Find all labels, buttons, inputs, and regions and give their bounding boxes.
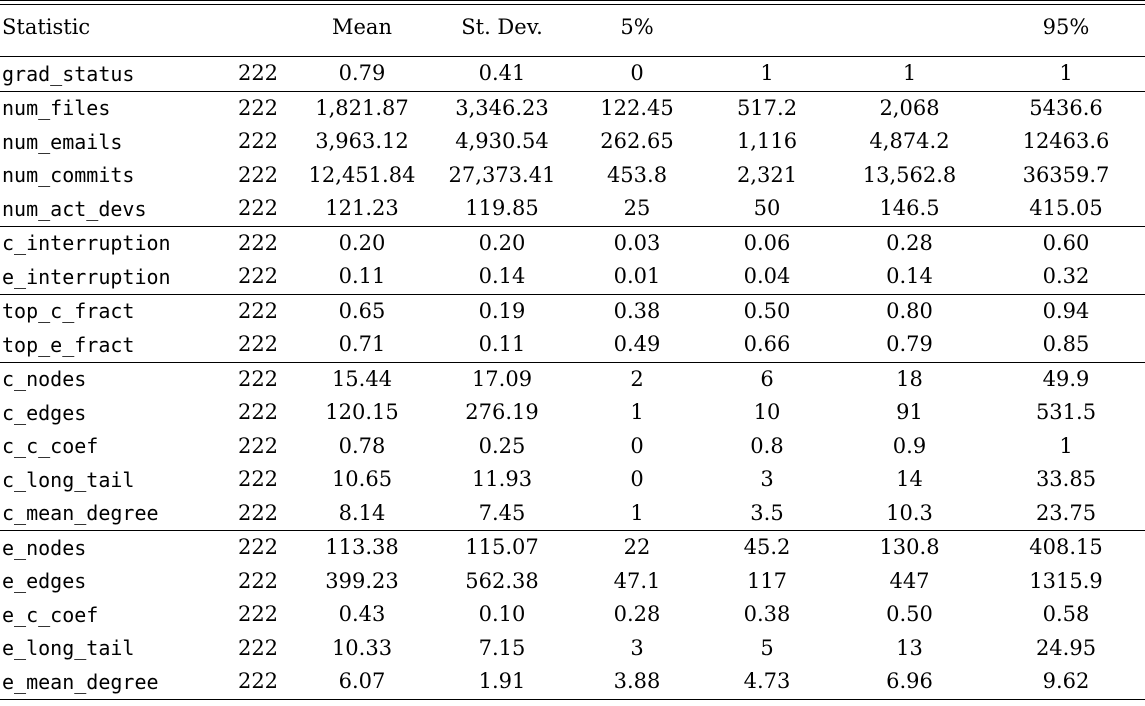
table-row (0, 260, 1145, 294)
cell-pctl-5: 22 (572, 531, 702, 565)
cell-n: 222 (237, 400, 279, 425)
cell-pctl-95: 1315.9 (1029, 568, 1103, 593)
cell-n: 222 (237, 568, 279, 593)
cell-st-dev: 11.93 (471, 467, 533, 492)
cell-variable: c_c_coef (2, 434, 99, 459)
cell-variable: grad_status (2, 61, 135, 86)
table-row (0, 159, 1145, 193)
cell-pctl-5: 1 (630, 500, 644, 525)
cell-pctl-95: 1 (1059, 61, 1073, 86)
cell-variable: c_edges (2, 400, 87, 425)
cell-n: 222 (237, 602, 279, 627)
header-mean: Mean (292, 1, 432, 57)
cell-st-dev: 0.19 (432, 294, 572, 328)
cell-n: 222 (237, 162, 279, 187)
cell-pctl-25: 0.04 (743, 264, 791, 289)
cell-pctl-25: 0.66 (743, 332, 791, 357)
cell-pctl-25: 0.38 (743, 602, 791, 627)
cell-pctl-25: 5 (760, 635, 774, 660)
cell-mean: 0.79 (338, 61, 386, 86)
cell-pctl-5: 0.49 (613, 332, 661, 357)
cell-st-dev: 3,346.23 (432, 91, 572, 125)
cell-pctl-25: 517.2 (702, 91, 832, 125)
cell-variable: e_nodes (0, 531, 224, 565)
cell-n: 222 (224, 294, 292, 328)
header-pctl-5: 5% (572, 1, 702, 57)
cell-pctl-25: 3 (760, 467, 774, 492)
table-row (0, 430, 1145, 464)
cell-pctl-95: 0.58 (1042, 602, 1090, 627)
table-row (0, 57, 1145, 92)
cell-pctl-25: 0.06 (702, 226, 832, 260)
cell-pctl-75: 13,562.8 (862, 162, 957, 187)
cell-mean: 3,963.12 (315, 129, 409, 154)
cell-mean: 15.44 (292, 362, 432, 396)
cell-pctl-75: 91 (896, 400, 923, 425)
cell-pctl-95: 33.85 (1035, 467, 1097, 492)
cell-pctl-75: 13 (896, 635, 923, 660)
cell-pctl-75: 130.8 (832, 531, 987, 565)
cell-mean: 0.20 (292, 226, 432, 260)
cell-st-dev: 0.25 (478, 433, 526, 458)
cell-n: 222 (237, 332, 279, 357)
header-row (0, 1, 1145, 57)
cell-pctl-25: 117 (746, 568, 788, 593)
cell-variable: c_mean_degree (2, 501, 159, 526)
cell-pctl-95: 49.9 (987, 362, 1145, 396)
table-row (0, 192, 1145, 226)
cell-n: 222 (237, 61, 279, 86)
table-row (0, 531, 1145, 565)
cell-pctl-75: 18 (832, 362, 987, 396)
cell-pctl-5: 262.65 (600, 129, 674, 154)
table-body (0, 57, 1145, 700)
cell-pctl-5: 3.88 (572, 665, 702, 699)
cell-mean: 0.43 (338, 602, 386, 627)
cell-pctl-5: 47.1 (613, 568, 661, 593)
cell-pctl-5: 0 (630, 433, 644, 458)
cell-n: 222 (237, 635, 279, 660)
cell-pctl-75: 1 (902, 61, 917, 86)
cell-st-dev: 562.38 (465, 568, 539, 593)
cell-st-dev: 0.14 (478, 264, 526, 289)
cell-pctl-75: 6.96 (832, 665, 987, 699)
cell-n: 222 (224, 362, 292, 396)
cell-variable: e_mean_degree (0, 665, 224, 699)
cell-pctl-75: 447 (889, 568, 930, 593)
cell-mean: 120.15 (325, 400, 399, 425)
cell-pctl-5: 3 (630, 635, 644, 660)
cell-st-dev: 119.85 (465, 196, 539, 221)
cell-variable: e_interruption (2, 264, 171, 289)
cell-pctl-5: 122.45 (572, 91, 702, 125)
cell-st-dev: 0.11 (478, 332, 526, 357)
cell-pctl-75: 14 (896, 467, 923, 492)
cell-n: 222 (237, 264, 279, 289)
cell-pctl-75: 0.50 (886, 602, 933, 627)
cell-mean: 121.23 (325, 196, 399, 221)
cell-variable: c_nodes (0, 362, 224, 396)
cell-pctl-95: 9.62 (987, 665, 1145, 699)
cell-variable: e_long_tail (2, 636, 135, 661)
cell-pctl-5: 25 (623, 196, 651, 221)
cell-mean: 10.33 (331, 635, 393, 660)
cell-pctl-75: 0.80 (832, 294, 987, 328)
cell-pctl-95: 0.94 (987, 294, 1145, 328)
table-row (0, 565, 1145, 599)
cell-st-dev: 27,373.41 (448, 162, 556, 187)
cell-pctl-5: 0.38 (572, 294, 702, 328)
cell-n: 222 (237, 129, 279, 154)
cell-variable: num_files (0, 91, 224, 125)
cell-st-dev: 0.41 (478, 61, 526, 86)
cell-pctl-95: 0.60 (987, 226, 1145, 260)
cell-pctl-75: 2,068 (832, 91, 987, 125)
cell-pctl-75: 10.3 (886, 500, 933, 525)
cell-n: 222 (224, 531, 292, 565)
cell-pctl-95: 531.5 (1035, 400, 1097, 425)
cell-pctl-75: 146.5 (879, 196, 940, 221)
cell-variable: top_e_fract (2, 332, 135, 357)
cell-variable: e_edges (2, 569, 87, 594)
cell-st-dev: 276.19 (465, 400, 539, 425)
cell-n: 222 (224, 226, 292, 260)
cell-n: 222 (237, 500, 279, 525)
cell-pctl-75: 0.28 (832, 226, 987, 260)
cell-pctl-25: 6 (702, 362, 832, 396)
cell-pctl-95: 12463.6 (1022, 129, 1110, 154)
table-row (0, 463, 1145, 497)
cell-pctl-5: 453.8 (606, 162, 668, 187)
cell-st-dev: 17.09 (432, 362, 572, 396)
cell-pctl-25: 10 (753, 400, 781, 425)
cell-pctl-95: 24.95 (1035, 635, 1097, 660)
cell-pctl-25: 4.73 (702, 665, 832, 699)
cell-variable: num_act_devs (2, 196, 147, 221)
cell-mean: 0.78 (338, 433, 386, 458)
cell-pctl-25: 0.8 (750, 433, 784, 458)
table-row (0, 125, 1145, 159)
cell-st-dev: 1.91 (432, 665, 572, 699)
cell-n: 222 (224, 91, 292, 125)
cell-pctl-5: 0.03 (572, 226, 702, 260)
table-row (0, 497, 1145, 531)
cell-pctl-25: 2,321 (736, 162, 798, 187)
cell-pctl-5: 2 (572, 362, 702, 396)
cell-pctl-95: 0.85 (1042, 332, 1090, 357)
cell-mean: 6.07 (292, 665, 432, 699)
cell-st-dev: 115.07 (432, 531, 572, 565)
cell-variable: c_long_tail (2, 467, 135, 492)
table-row (0, 598, 1145, 632)
cell-pctl-5: 0.28 (613, 602, 661, 627)
cell-mean: 0.71 (338, 332, 386, 357)
table-row (0, 226, 1145, 260)
table-row (0, 396, 1145, 430)
cell-st-dev: 7.15 (478, 635, 526, 660)
cell-pctl-95: 5436.6 (987, 91, 1145, 125)
header-pctl-25 (702, 1, 832, 57)
header-pctl-95: 95% (987, 1, 1145, 57)
cell-pctl-75: 0.9 (892, 433, 927, 458)
table-row (0, 294, 1145, 328)
cell-pctl-25: 1 (760, 61, 774, 86)
cell-pctl-25: 45.2 (702, 531, 832, 565)
cell-mean: 12,451.84 (308, 162, 416, 187)
cell-pctl-95: 36359.7 (1022, 162, 1110, 187)
cell-pctl-25: 50 (753, 196, 781, 221)
cell-pctl-5: 0 (630, 61, 644, 86)
cell-pctl-95: 1 (1059, 433, 1073, 458)
header-n (224, 1, 292, 57)
cell-pctl-95: 415.05 (1029, 196, 1103, 221)
table-row (0, 362, 1145, 396)
cell-pctl-95: 408.15 (987, 531, 1145, 565)
cell-mean: 0.11 (338, 264, 386, 289)
cell-variable: top_c_fract (0, 294, 224, 328)
header-pctl-75 (832, 1, 987, 57)
header-statistic: Statistic (0, 1, 224, 57)
cell-variable: c_interruption (0, 226, 224, 260)
cell-mean: 10.65 (331, 467, 393, 492)
header-st-dev: St. Dev. (432, 1, 572, 57)
cell-n: 222 (224, 665, 292, 699)
cell-pctl-5: 0.01 (613, 264, 661, 289)
table-row (0, 632, 1145, 666)
cell-n: 222 (237, 467, 279, 492)
cell-variable: num_commits (2, 163, 135, 188)
cell-mean: 399.23 (325, 568, 399, 593)
cell-variable: num_emails (2, 129, 123, 154)
cell-pctl-95: 23.75 (1035, 500, 1097, 525)
cell-pctl-75: 4,874.2 (869, 129, 950, 154)
cell-st-dev: 4,930.54 (455, 129, 549, 154)
cell-st-dev: 7.45 (478, 500, 526, 525)
cell-pctl-5: 0 (630, 467, 644, 492)
cell-pctl-25: 1,116 (736, 129, 798, 154)
cell-n: 222 (237, 196, 279, 221)
cell-mean: 1,821.87 (292, 91, 432, 125)
cell-pctl-75: 0.79 (886, 332, 933, 357)
cell-pctl-5: 1 (630, 400, 644, 425)
cell-pctl-25: 0.50 (702, 294, 832, 328)
table-row (0, 328, 1145, 362)
cell-mean: 113.38 (292, 531, 432, 565)
cell-st-dev: 0.20 (432, 226, 572, 260)
cell-mean: 0.65 (292, 294, 432, 328)
table-row (0, 91, 1145, 125)
table-row (0, 665, 1145, 699)
cell-pctl-25: 3.5 (750, 500, 784, 525)
cell-pctl-75: 0.14 (886, 264, 933, 289)
cell-mean: 8.14 (338, 500, 386, 525)
cell-st-dev: 0.10 (478, 602, 526, 627)
cell-n: 222 (237, 433, 279, 458)
cell-pctl-95: 0.32 (1042, 264, 1090, 289)
cell-variable: e_c_coef (2, 602, 99, 627)
